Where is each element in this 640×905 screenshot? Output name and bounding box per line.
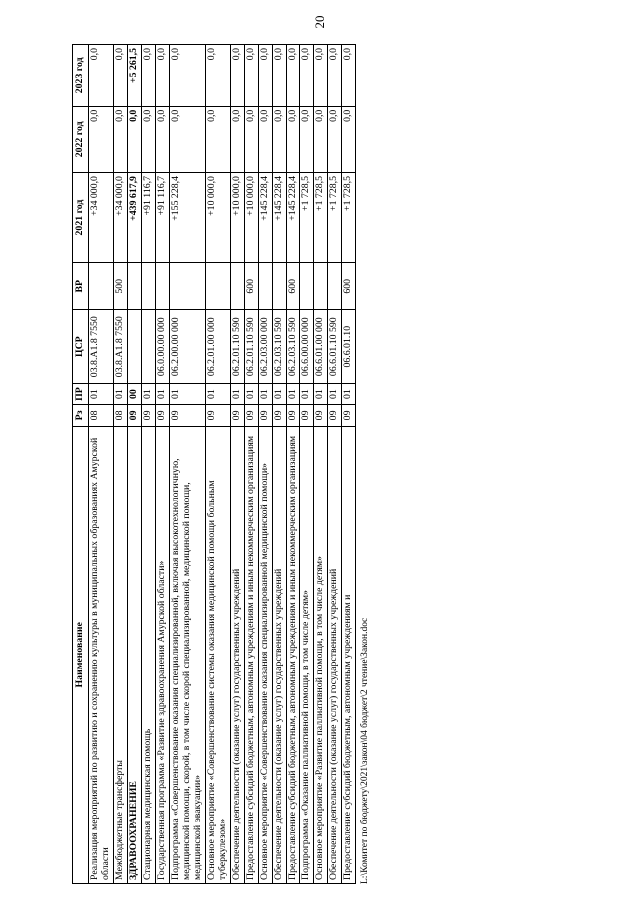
cell-vr: 600: [244, 263, 258, 310]
header-rz: Рз: [73, 405, 89, 426]
cell-rz: 09: [300, 405, 314, 426]
cell-rz: 09: [205, 405, 230, 426]
cell-vr: 600: [286, 263, 300, 310]
cell-y2023: +5 261,5: [127, 45, 141, 107]
cell-y2022: 0,0: [169, 106, 205, 172]
table-row: [88, 45, 113, 884]
table-row: [113, 45, 127, 884]
table-row: [286, 45, 300, 884]
cell-csr: 06.2.01.00 000: [205, 310, 230, 383]
header-2021: 2021 год: [73, 173, 89, 263]
cell-name: Основное мероприятие «Совершенствование оказания специализированной медицинской помощи»: [258, 426, 272, 883]
cell-name: Предоставление субсидий бюджетным, автономным учреждениям и: [342, 426, 356, 883]
cell-pr: 01: [286, 383, 300, 404]
cell-pr: 00: [127, 383, 141, 404]
table-row: [205, 45, 230, 884]
cell-vr: [169, 263, 205, 310]
cell-csr: 06.2.00.00 000: [169, 310, 205, 383]
cell-vr: [300, 263, 314, 310]
cell-y2023: 0,0: [155, 45, 169, 107]
cell-name: Предоставление субсидий бюджетным, автономным учреждениям и иным некоммерческим организациям: [286, 426, 300, 883]
cell-pr: 01: [258, 383, 272, 404]
cell-rz: 09: [127, 405, 141, 426]
table-row: [230, 45, 244, 884]
cell-vr: [205, 263, 230, 310]
cell-pr: 01: [314, 383, 328, 404]
cell-y2021: +91 116,7: [141, 173, 155, 263]
cell-y2021: +34 000,0: [113, 173, 127, 263]
table-row: [127, 45, 141, 884]
cell-name: Обеспечение деятельности (оказание услуг) государственных учреждений: [230, 426, 244, 883]
cell-pr: 01: [155, 383, 169, 404]
cell-name: Подпрограмма «Оказание паллиативной помощи, в том числе детям»: [300, 426, 314, 883]
cell-y2023: 0,0: [272, 45, 286, 107]
cell-y2022: 0,0: [258, 106, 272, 172]
cell-y2022: 0,0: [314, 106, 328, 172]
cell-rz: 09: [169, 405, 205, 426]
cell-rz: 09: [272, 405, 286, 426]
cell-y2021: +155 228,4: [169, 173, 205, 263]
table-body: [88, 45, 355, 884]
cell-csr: 06.6.01.10 590: [328, 310, 342, 383]
cell-y2023: 0,0: [230, 45, 244, 107]
table-row: [244, 45, 258, 884]
cell-pr: 01: [328, 383, 342, 404]
table-row: [272, 45, 286, 884]
table-row: [314, 45, 328, 884]
cell-name: Реализация мероприятий по развитию и сохранению культуры в муниципальных образованиях Амурской области: [88, 426, 113, 883]
cell-y2023: 0,0: [205, 45, 230, 107]
table-row: [155, 45, 169, 884]
table-row: [169, 45, 205, 884]
cell-pr: 01: [88, 383, 113, 404]
cell-csr: [127, 310, 141, 383]
cell-rz: 09: [258, 405, 272, 426]
cell-csr: 06.2.03.10 590: [272, 310, 286, 383]
cell-rz: 09: [328, 405, 342, 426]
cell-csr: 06.0.00.00 000: [155, 310, 169, 383]
cell-y2023: 0,0: [141, 45, 155, 107]
cell-csr: 06.2.01.10 590: [230, 310, 244, 383]
cell-y2021: +34 000,0: [88, 173, 113, 263]
cell-csr: 03.8.А1.8 7550: [88, 310, 113, 383]
table-row: [342, 45, 356, 884]
cell-rz: 09: [342, 405, 356, 426]
cell-rz: 09: [141, 405, 155, 426]
cell-pr: 01: [113, 383, 127, 404]
cell-rz: 08: [88, 405, 113, 426]
cell-vr: [258, 263, 272, 310]
cell-y2021: +1 728,5: [328, 173, 342, 263]
page-number: 20: [312, 15, 327, 29]
cell-y2021: +1 728,5: [342, 173, 356, 263]
table-header-row: [73, 45, 89, 884]
cell-vr: [88, 263, 113, 310]
cell-pr: 01: [342, 383, 356, 404]
cell-y2021: +145 228,4: [272, 173, 286, 263]
cell-y2022: 0,0: [286, 106, 300, 172]
cell-y2022: 0,0: [88, 106, 113, 172]
cell-y2021: +145 228,4: [286, 173, 300, 263]
table-row: [258, 45, 272, 884]
cell-csr: [141, 310, 155, 383]
cell-y2022: 0,0: [328, 106, 342, 172]
cell-y2022: 0,0: [272, 106, 286, 172]
cell-csr: 06.2.01.10 590: [244, 310, 258, 383]
cell-rz: 09: [244, 405, 258, 426]
cell-y2021: +1 728,5: [300, 173, 314, 263]
cell-y2023: 0,0: [88, 45, 113, 107]
cell-y2022: 0,0: [244, 106, 258, 172]
cell-vr: 600: [342, 263, 356, 310]
cell-y2023: 0,0: [113, 45, 127, 107]
cell-y2022: 0,0: [113, 106, 127, 172]
cell-y2021: +145 228,4: [258, 173, 272, 263]
cell-y2023: 0,0: [342, 45, 356, 107]
cell-y2021: +1 728,5: [314, 173, 328, 263]
cell-pr: 01: [300, 383, 314, 404]
cell-name: Основное мероприятие «Развитие паллиативной помощи, в том числе детям»: [314, 426, 328, 883]
cell-y2023: 0,0: [169, 45, 205, 107]
table-row: [300, 45, 314, 884]
cell-csr: 06.6.01.10: [342, 310, 356, 383]
cell-name: Основное мероприятие «Совершенствование системы оказания медицинской помощи больным туберкулезом»: [205, 426, 230, 883]
cell-vr: [141, 263, 155, 310]
cell-rz: 09: [286, 405, 300, 426]
cell-name: Государственная программа «Развитие здравоохранения Амурской области»: [155, 426, 169, 883]
cell-pr: 01: [230, 383, 244, 404]
cell-y2022: 0,0: [230, 106, 244, 172]
cell-csr: 06.6.01.00 000: [314, 310, 328, 383]
cell-y2021: +91 116,7: [155, 173, 169, 263]
cell-vr: 500: [113, 263, 127, 310]
cell-y2023: 0,0: [314, 45, 328, 107]
cell-pr: 01: [169, 383, 205, 404]
cell-vr: [314, 263, 328, 310]
table-row: [141, 45, 155, 884]
cell-name: Предоставление субсидий бюджетным, автономным учреждениям и иным некоммерческим организациям: [244, 426, 258, 883]
cell-y2023: 0,0: [258, 45, 272, 107]
cell-name: Межбюджетные трансферты: [113, 426, 127, 883]
cell-y2022: 0,0: [205, 106, 230, 172]
header-csr: ЦСР: [73, 310, 89, 383]
cell-rz: 08: [113, 405, 127, 426]
cell-vr: [272, 263, 286, 310]
cell-csr: 06.6.00.00 000: [300, 310, 314, 383]
cell-name: Обеспечение деятельности (оказание услуг) государственных учреждений: [272, 426, 286, 883]
cell-y2023: 0,0: [300, 45, 314, 107]
cell-name: Подпрограмма «Совершенствование оказания специализированной, включая высокотехнологичную, медицинской помощи, скорой, в том числе скорой специализированной, медицинской помощи, медицинской эвакуации»: [169, 426, 205, 883]
cell-rz: 09: [314, 405, 328, 426]
cell-csr: 06.2.03.10 590: [286, 310, 300, 383]
cell-y2023: 0,0: [328, 45, 342, 107]
cell-vr: [155, 263, 169, 310]
cell-rz: 09: [155, 405, 169, 426]
cell-y2023: 0,0: [244, 45, 258, 107]
cell-name: ЗДРАВООХРАНЕНИЕ: [127, 426, 141, 883]
cell-y2022: 0,0: [342, 106, 356, 172]
cell-pr: 01: [244, 383, 258, 404]
header-vr: ВР: [73, 263, 89, 310]
header-2022: 2022 год: [73, 106, 89, 172]
cell-y2022: 0,0: [141, 106, 155, 172]
cell-y2022: 0,0: [300, 106, 314, 172]
header-2023: 2023 год: [73, 45, 89, 107]
cell-pr: 01: [272, 383, 286, 404]
cell-vr: [328, 263, 342, 310]
rotated-page-content: [72, 44, 370, 884]
header-name: Наименование: [73, 426, 89, 883]
cell-y2022: 0,0: [155, 106, 169, 172]
cell-y2023: 0,0: [286, 45, 300, 107]
cell-name: Стационарная медицинская помощь: [141, 426, 155, 883]
cell-pr: 01: [141, 383, 155, 404]
table-row: [328, 45, 342, 884]
budget-table: [72, 44, 356, 884]
cell-y2021: +10 000,0: [205, 173, 230, 263]
cell-y2022: 0,0: [127, 106, 141, 172]
cell-y2021: +439 617,9: [127, 173, 141, 263]
cell-name: Обеспечение деятельности (оказание услуг) государственных учреждений: [328, 426, 342, 883]
cell-y2021: +10 000,0: [244, 173, 258, 263]
cell-vr: [127, 263, 141, 310]
cell-csr: 06.2.03.00 000: [258, 310, 272, 383]
cell-rz: 09: [230, 405, 244, 426]
file-path-footer: L:\Комитет по бюджету\2021\закон\04 бюджет\2 чтение\Закон.doc: [360, 617, 371, 884]
cell-y2021: +10 000,0: [230, 173, 244, 263]
cell-csr: 03.8.А1.8 7550: [113, 310, 127, 383]
cell-vr: [230, 263, 244, 310]
cell-pr: 01: [205, 383, 230, 404]
header-pr: ПР: [73, 383, 89, 404]
